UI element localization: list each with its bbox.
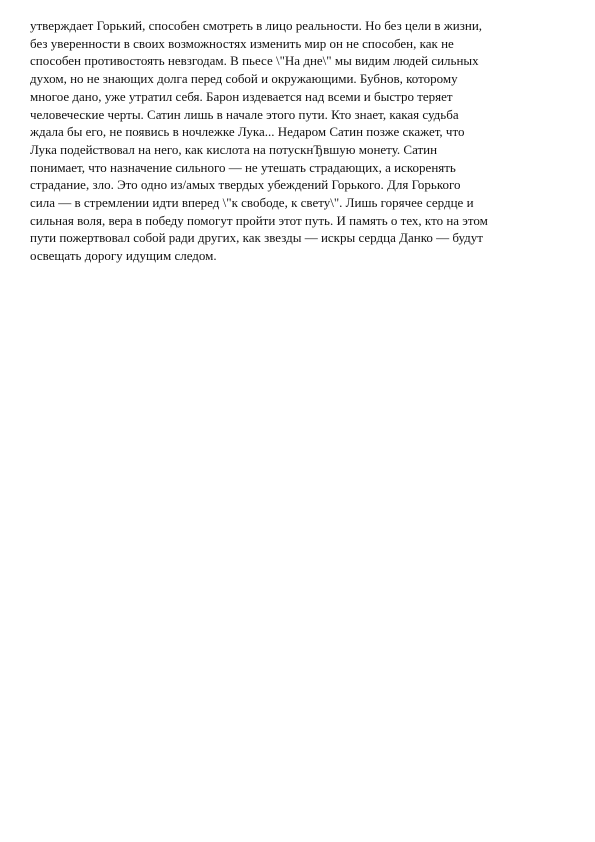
text-line: ждала бы его, не появись в ночлежке Лука... Недаром Сатин позже скажет, что bbox=[30, 124, 465, 140]
text-line: духом, но не знающих долга перед собой и окружающими. Бубнов, которому bbox=[30, 71, 458, 87]
text-line: освещать дорогу идущим следом. bbox=[30, 248, 217, 264]
text-line: многое дано, уже утратил себя. Барон издевается над всеми и быстро теряет bbox=[30, 88, 453, 104]
text-line: страдание, зло. Это одно из/амых твердых убеждений Горького. Для Горького bbox=[30, 177, 461, 193]
essay-text bbox=[30, 17, 570, 265]
text-line: способен противостоять невзгодам. В пьесе \"На дне\" мы видим людей сильных bbox=[30, 53, 479, 69]
text-line: человеческие черты. Сатин лишь в начале этого пути. Кто знает, какая судьба bbox=[30, 106, 459, 122]
text-line: утверждает Горький, способен смотреть в лицо реальности. Но без цели в жизни, bbox=[30, 18, 483, 33]
text-line: Лука подействовал на него, как кислота на потускнЂвшую монету. Сатин bbox=[30, 141, 438, 157]
text-line: сила — в стремлении идти вперед \"к свободе, к свету\". Лишь горячее сердце и bbox=[30, 195, 474, 211]
text-line: пути пожертвовал собой ради других, как звезды — искры сердца Данко — будут bbox=[30, 230, 483, 246]
text-line: понимает, что назначение сильного — не утешать страдающих, а искоренять bbox=[30, 159, 456, 175]
text-line: без уверенности в своих возможностях изменить мир он не способен, как не bbox=[30, 35, 454, 51]
text-line: сильная воля, вера в победу помогут пройти этот путь. И память о тех, кто на этом bbox=[30, 212, 488, 228]
